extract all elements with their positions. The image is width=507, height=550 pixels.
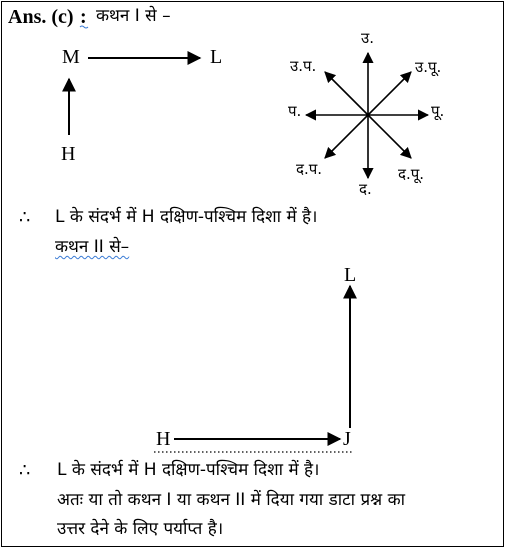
diagram1-label-m: M [62, 46, 80, 68]
diagram2-label-j: J [343, 428, 351, 450]
conclusion2-text: L के संदर्भ में H दक्षिण-पश्चिम दिशा में है। [57, 460, 320, 480]
compass-rose [306, 53, 428, 178]
compass-arrow-southwest [325, 115, 368, 158]
compass-arrow-northeast [368, 72, 411, 115]
diagram2-label-h: H [156, 428, 171, 450]
conclusion1-text: L के संदर्भ में H दक्षिण-पश्चिम दिशा में है। [55, 207, 318, 227]
compass-label-north: उ. [361, 29, 374, 47]
header-underline-mark [80, 26, 88, 28]
compass-label-west: प. [288, 102, 302, 120]
answer-colon: : [80, 6, 87, 28]
therefore-symbol-1: ∴ [19, 207, 31, 228]
diagram2-arrows [154, 286, 354, 452]
compass-label-east: पू. [431, 102, 445, 120]
compass-label-southwest: द.प. [296, 160, 323, 178]
compass-label-southeast: द.पू. [398, 165, 425, 183]
compass-label-northwest: उ.प. [290, 57, 317, 75]
compass-label-northeast: उ.पू. [415, 58, 442, 76]
conclusion2-line3: उत्तर देने के लिए पर्याप्त है। [57, 519, 224, 539]
statement2-intro: कथन II से– [55, 237, 130, 257]
statement1-intro: कथन I से – [96, 6, 171, 26]
diagram1-arrows [69, 58, 200, 135]
compass-label-south: द. [359, 180, 372, 198]
answer-label: Ans. (c) [8, 6, 74, 28]
diagram1-label-h: H [61, 143, 76, 165]
diagram2-label-l: L [344, 264, 357, 286]
conclusion2-line2: अतः या तो कथन I या कथन II में दिया गया डाटा प्रश्न का [57, 490, 406, 510]
therefore-symbol-2: ∴ [19, 460, 31, 481]
diagram1-label-l: L [210, 46, 223, 68]
compass-arrow-northwest [325, 72, 368, 115]
compass-arrow-southeast [368, 115, 411, 158]
